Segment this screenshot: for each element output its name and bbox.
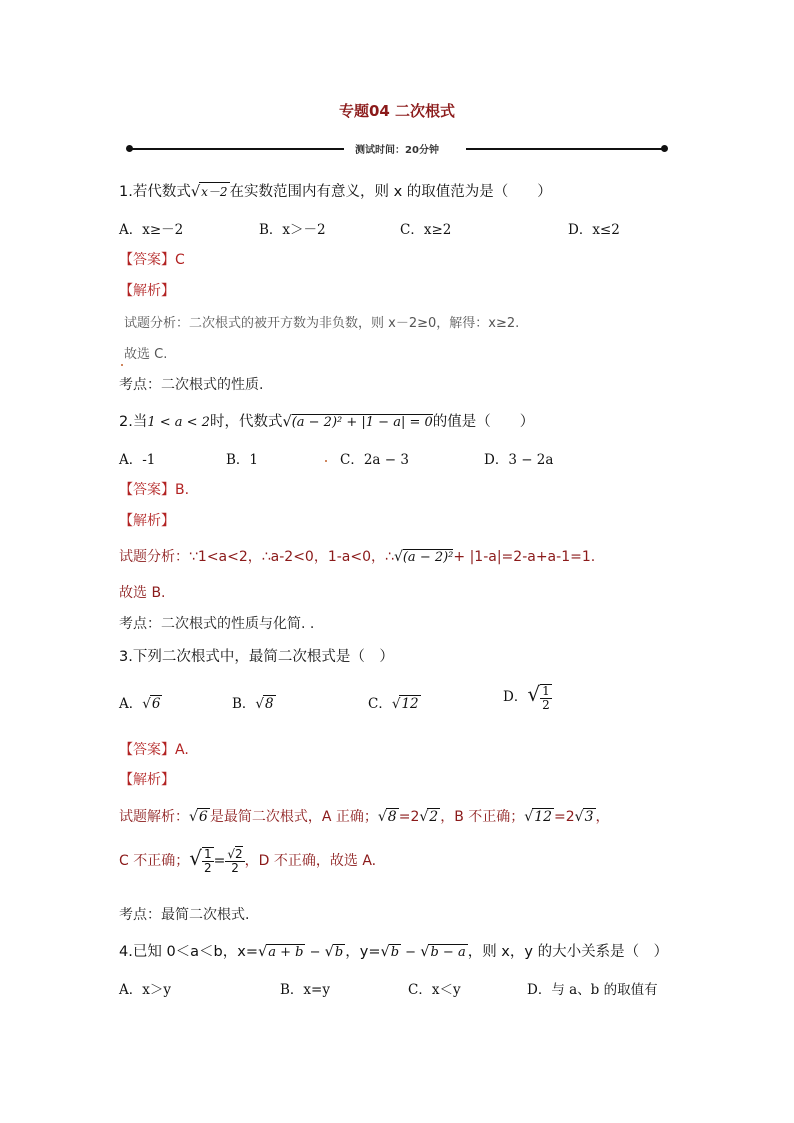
q3-l1-e: =2: [554, 809, 575, 825]
q4-r3: b: [390, 945, 400, 960]
q4-stem-a: 4.已知 0＜a＜b，x=: [119, 944, 258, 960]
q3-l1-r4: 12: [534, 809, 553, 825]
q1-answer-value: C: [175, 252, 185, 268]
q2-option-c: C．2a − 3: [340, 452, 409, 468]
q1-analysis-label: 【解析】: [119, 283, 175, 299]
q3-option-d-label: D．: [503, 689, 528, 705]
q2-analysis-b: + |1-a|=2-a+a-1=1.: [453, 549, 596, 565]
q3-l2-a: C 不正确；: [119, 853, 190, 869]
q4-minus2: −: [401, 945, 421, 960]
q2-stem-b: 时，代数式: [209, 414, 283, 430]
question-1: 1.若代数式√x－2 在实数范围内有意义，则 x 的取值范为是（ ）: [119, 184, 552, 200]
q3-answer-value: A.: [175, 742, 189, 758]
q2-stem-a: 2.当: [119, 414, 148, 430]
q3-l1-c: =2: [398, 809, 420, 825]
q3-l2-b: ，D 不正确，故选 A.: [244, 853, 377, 869]
q3-l1-a: 试题解析：: [119, 809, 189, 825]
q3-answer-label: 【答案】: [119, 742, 175, 758]
q3-l1-r5: 3: [584, 809, 594, 825]
q3-l1-b: 是最简二次根式，A 正确；: [209, 809, 378, 825]
q2-answer: [119, 479, 189, 499]
q2-analysis-expr: (a − 2)²: [402, 550, 454, 565]
stray-dot: [121, 364, 123, 366]
q4-r2: b: [334, 945, 344, 960]
q3-analysis-label: 【解析】: [119, 772, 175, 788]
page-title: 专题04 二次根式: [338, 102, 456, 120]
q4-stem-b: ，y=: [345, 944, 381, 960]
q1-option-d: D．x≤2: [568, 222, 620, 238]
rule-right: [466, 148, 664, 150]
q3-option-d-num: 1: [542, 683, 550, 698]
q2-point: 考点：二次根式的性质与化简. .: [119, 616, 315, 632]
q4-stem-c: ，则 x，y 的大小关系是（ ）: [467, 944, 669, 960]
q3-option-c-radicand: 12: [401, 696, 419, 712]
q2-option-b: B．1: [226, 452, 259, 468]
rule-right-dot: [661, 145, 668, 152]
q3-l2-num: 1: [203, 847, 212, 861]
q3-l2-den: 2: [203, 861, 212, 875]
q1-choose: 故选 C.: [124, 347, 168, 362]
q2-condition: 1 < a < 2: [147, 415, 210, 430]
q2-option-d: D．3 − 2a: [484, 452, 554, 468]
q3-l2-rden: 2: [231, 860, 239, 875]
q4-option-b: B．x=y: [280, 982, 330, 998]
q3-analysis-line2: C 不正确；√ $\frac{1}{2}$ = $\frac{√2}{2}$ ，D 不正确，故选 A.: [119, 846, 377, 875]
q3-l1-f: ，: [595, 809, 610, 825]
question-2: 2.当1 < a < 2时，代数式√(a − 2)² + |1 − a| = 0的值是（ ）: [119, 414, 535, 430]
q3-point: 考点：最简二次根式.: [119, 907, 250, 923]
q3-l1-r2: 8: [387, 809, 397, 825]
q1-point: 考点：二次根式的性质.: [119, 377, 264, 393]
q2-expression: (a − 2)² + |1 − a| = 0: [291, 415, 433, 430]
q3-option-d-den: 2: [542, 697, 550, 712]
q3-option-b-radicand: 8: [265, 696, 274, 712]
q1-stem-a: 1.若代数式: [119, 184, 191, 200]
test-time: 测试时间：20分钟: [355, 145, 439, 156]
q3-option-d: D．√ $\frac{1}{2}$: [503, 682, 550, 712]
q4-minus1: −: [305, 945, 325, 960]
q1-option-c: C．x≥2: [400, 222, 452, 238]
q2-option-a: A．-1: [119, 452, 156, 468]
q4-option-c: C．x＜y: [408, 982, 461, 998]
q1-option-b: B．x＞－2: [259, 222, 326, 238]
q2-analysis-label: 【解析】: [119, 513, 175, 529]
q3-l1-d: ，B 不正确；: [440, 809, 525, 825]
q2-stem-c: 的值是（ ）: [432, 414, 535, 430]
q4-r4: b − a: [430, 945, 466, 960]
q3-l1-r1: 6: [198, 809, 208, 825]
q3-l2-rnum: 2: [235, 846, 243, 861]
q1-analysis: 试题分析：二次根式的被开方数为非负数，则 x－2≥0，解得：x≥2.: [124, 316, 520, 331]
q3-option-a-label: A．: [119, 696, 143, 712]
q2-choose: 故选 B.: [119, 585, 166, 601]
q2-analysis: 试题分析：∵1<a<2，∴a-2<0，1-a<0，∴√(a − 2)²+ |1-a|=2-a+a-1=1.: [119, 549, 596, 565]
q3-l1-r3: 2: [429, 809, 439, 825]
question-4: 4.已知 0＜a＜b，x=√a + b − √b ，y=√b − √b − a ，则 x，y 的大小关系是（ ）: [119, 944, 669, 960]
q3-option-b: B．√8: [232, 696, 274, 712]
q4-r1: a + b: [268, 945, 304, 960]
q3-option-a: A．√6: [119, 696, 161, 712]
q3-option-b-label: B．: [232, 696, 256, 712]
q2-answer-value: B.: [175, 482, 190, 498]
q3-answer: [119, 739, 189, 759]
q1-answer: [119, 249, 185, 269]
question-3: 3.下列二次根式中，最简二次根式是（ ）: [119, 649, 394, 665]
q1-stem-b: 在实数范围内有意义，则 x 的取值范为是（ ）: [229, 184, 552, 200]
q3-option-c: C．√12: [368, 696, 419, 712]
q3-l2-eq: =: [213, 853, 226, 869]
q3-option-c-label: C．: [368, 696, 392, 712]
q2-analysis-a: 试题分析：∵1<a<2，∴a-2<0，1-a<0，∴: [119, 549, 394, 565]
q1-radicand: x－2: [199, 182, 229, 200]
q1-answer-label: 【答案】: [119, 252, 175, 268]
stray-dot-2: [325, 460, 327, 462]
q3-option-a-radicand: 6: [151, 696, 161, 712]
q4-option-a: A．x＞y: [119, 982, 171, 998]
q1-option-a: A．x≥－2: [119, 222, 184, 238]
q4-option-d: D．与 a、b 的取值有: [527, 982, 658, 998]
q2-answer-label: 【答案】: [119, 482, 175, 498]
q3-analysis-line1: 试题解析：√6 是最简二次根式，A 正确；√8 =2√2 ，B 不正确；√12 =2√3 ，: [119, 809, 610, 825]
